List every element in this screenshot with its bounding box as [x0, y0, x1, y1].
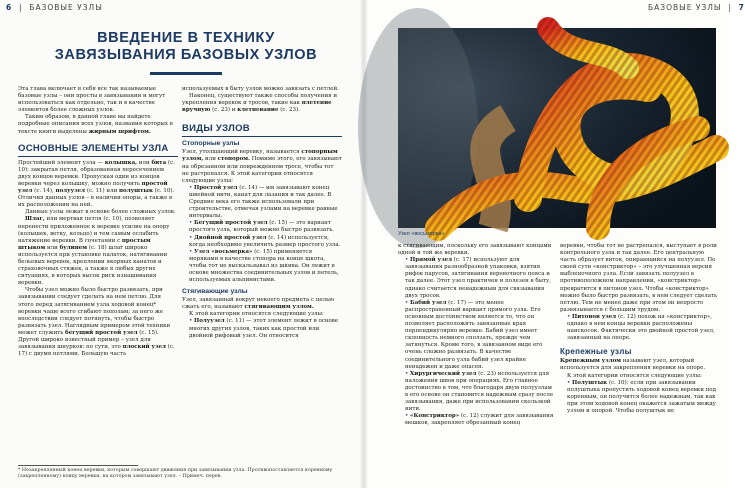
list-item-overhand: • Простой узел (с. 14) — им завязывают конец швейной нити, канат для лазания и так далее. В Средние века его также использовали при строительстве, отмечая узлами на веревке равные интервалы.	[189, 184, 338, 220]
running-header-right: БАЗОВЫЕ УЗЛЫ | 7	[648, 3, 745, 12]
heading-underline	[182, 136, 342, 137]
page-number-left: 6	[6, 3, 13, 12]
paragraph-constrictor-cont: веревки, чтобы тот не растрепался, выступает в роли контрольного узла и так далее. Его центральную часть образует виток, опирающийся на полуузел. По своей сути «констриктор» – это улучшенная версия выбленочного узла. Если завязать полуузел в противоположном направлении, «констриктор» превратится в питонов узел. Чтобы «констриктор» можно было быстро развязать, в нем следует сделать петлю. Тем не менее даже при этом он непросто развязывается с большим трудом.	[560, 243, 718, 313]
list-item-reef-knot: • Прямой узел (с. 17) используют для завязывания разнообразной упаковки, взятия рифов парусов, затягивания веревочного пояса и так далее. Этот узел практичен и полезен в быту, однако считается ненадежным для связывания двух тросов.	[405, 257, 552, 299]
list-item-half-hitch: • Полуштык (с. 10): если при завязывании полуштыка пропустить ходовой конец веревки под коренным, он получится более надежным, так как при этом ходовой конец окажется зажатым между узлом и опорой. Чтобы полуштык не	[567, 379, 717, 414]
running-title-left: БАЗОВЫЕ УЗЛЫ	[29, 3, 103, 12]
paragraph-slip: Чтобы узел можно было быстро развязать, при завязывании следует сделать на нем петлю. Для этого перед затягиванием узла ходовой конец* веревки чаще всего сгибают пополам; за него же впоследствии следует потянуть, чтобы быстро развязать узел. Наглядным примером этой техники может служить бегущий простой узел (с. 15). Другой широко известный пример – узел для завязывания шнурков: по сути, это плоский узел (с. 17) с двумя петлями. Большую часть	[18, 287, 175, 358]
heading-underline	[18, 156, 178, 157]
heading-fixing-knots: Крепежные узлы	[560, 347, 632, 357]
heading-binding-knots: Стягивающие узлы	[182, 288, 248, 296]
list-item-granny-knot: • Бабий узел (с. 17) — это менее распространенный вариант прямого узла. Его основным достоинством является то, что он позволяет расположить завязанные края перпендикулярно веревке. Бабий узел имеет склонность немного сползать, прежде чем затянуться. Кроме того, в завязанном виде его очень сложно развязать. В качестве соединительного узла бабий узел крайне ненадежен и даже опасен.	[405, 299, 543, 370]
paragraph-binding-cont: к стягивающим, поскольку его завязывают концами одной и той же веревки.	[398, 243, 552, 257]
intro-paragraph-1: Эта глава включает в себя все так называемые базовые узлы – они просты в завязывании и могут использоваться как отдельно, так и в качестве элементов более сложных узлов.	[18, 86, 166, 114]
paragraph-binding-list: К этой категории относятся следующие узлы:	[189, 311, 324, 318]
intro-paragraph-2: Таким образом, в данной главе вы найдете подробные описания всех узлов, названия которых в тексте книги выделены жирным шрифтом.	[18, 114, 173, 135]
paragraph-fixing: Крепежным узлом называют узел, который используется для закрепления веревки на опоре.	[560, 358, 706, 372]
list-item-slip-overhand: • Бегущий простой узел (с. 15) — это вариант простого узла, который можно быстро развязать.	[189, 220, 334, 234]
page-number-right: 7	[738, 3, 745, 12]
heading-knot-types: ВИДЫ УЗЛОВ	[182, 123, 250, 135]
title-underline	[150, 72, 222, 75]
list-item-constrictor: • «Констриктор» (с. 12) служит для завязывания мешков, закрепляет обрезанный конец	[405, 413, 554, 427]
list-item-double-overhand: • Двойной простой узел (с. 14) используется, когда необходимо увеличить размер простого узла.	[189, 234, 341, 248]
rope-knot-illustration	[398, 28, 716, 228]
column-4	[560, 243, 718, 483]
photo-caption: Узел «восьмерка»	[398, 231, 445, 237]
heading-basic-elements: ОСНОВНЫЕ ЭЛЕМЕНТЫ УЗЛА	[18, 142, 169, 154]
paragraph-fixing-list: К этой категории относятся следующие узлы:	[567, 372, 702, 379]
paragraph-basis: Данные узлы лежат в основе более сложных узлов.	[25, 209, 176, 216]
heading-stopper-knots: Стопорные узлы	[182, 140, 240, 148]
column-3	[398, 243, 554, 483]
chapter-title: ВВЕДЕНИЕ В ТЕХНИКУ ЗАВЯЗЫВАНИЯ БАЗОВЫХ УЗЛОВ	[54, 30, 318, 63]
paragraph-loop: Простейший элемент узла — колышка, или бита (с. 10): закрытая петля, образованная пересечением двух концов веревки. Пропуская один из концов веревки через колышку, можно получить простой узел (с. 14), полуузел (с. 11) или полуштык (с. 10). Отличия данных узлов – в наличии опоры, а также в их расположении на ней.	[18, 159, 175, 209]
paragraph-binding: Узел, завязанный вокруг некоего предмета с целью сжать его, называют стягивающим узлом.	[182, 297, 334, 311]
list-item-python-knot: • Питонов узел (с. 12) похож на «констриктор», однако в нем концы веревки расположены наискосок. Фактически это двойной простой узел, завязанный на опоре.	[567, 313, 715, 342]
column-1	[18, 86, 178, 461]
paragraph-stopper: Узел, утолщающий веревку, называется стопорным узлом, или стопором. Помимо этого, его завязывают на обрезанном или поврежденном тросе, чтобы тот не растрепался. К этой категории относятся следующие узлы:	[182, 149, 342, 184]
paragraph-turn: Шлаг, или мертвая петля (с. 10), позволяет перенести приложенное к веревке усилие на опору (колышек, ветку, кольцо) и тем самым ослабить натяжение веревки. В сочетании с простым штыком или булинем (с. 18) шлаг широко используется при установке палаток, натягивании бельевых веревок, креплении якорных канатов и страховочных стяжек, а также в любых других ситуациях, в которых высок риск изнашивания веревки.	[18, 216, 170, 287]
list-item-surgeons-knot: • Хирургический узел (с. 23) используется для наложения швов при операциях. Его главное достоинство в том, что благодаря двум полуузлам в его основе он становится надежным сразу после завязывания, даже при использовании скользкой нити.	[405, 370, 554, 413]
list-item-half-knot: • Полуузел (с. 11) — этот элемент лежит в основе многих других узлов, таких как простой или двойной рифовый узел. Он относится	[189, 318, 339, 339]
paragraph-loops-cont: используемых в быту узлов можно завязать с петлей.	[182, 86, 339, 92]
list-item-figure-eight: • Узел «восьмерка» (с. 15) применяется моряками в качестве стопора на конце шкота, чтобы тот не выскальзывал из шкива. Он лежит в основе множества соединительных узлов и петель, используемых альпинистами.	[189, 248, 339, 284]
paragraph-whipping: Наконец, существуют также способы получения и укрепления веревок и тросов, такие как плетение вручную (с. 23) и клетневание (с. 23).	[182, 93, 338, 114]
footnote-rule	[18, 465, 138, 466]
footnote: * Незакрепленный конец веревки, которым совершают движения при завязывании узла. Противопоставляется коренному (закрепленному) концу веревки, на котором завязывают узел. – Примеч. перев.	[18, 468, 333, 480]
figure-eight-knot-photo	[398, 28, 716, 228]
column-2	[182, 86, 342, 461]
running-title-right: БАЗОВЫЕ УЗЛЫ	[648, 3, 722, 12]
running-header-left: 6 | БАЗОВЫЕ УЗЛЫ	[6, 3, 103, 12]
